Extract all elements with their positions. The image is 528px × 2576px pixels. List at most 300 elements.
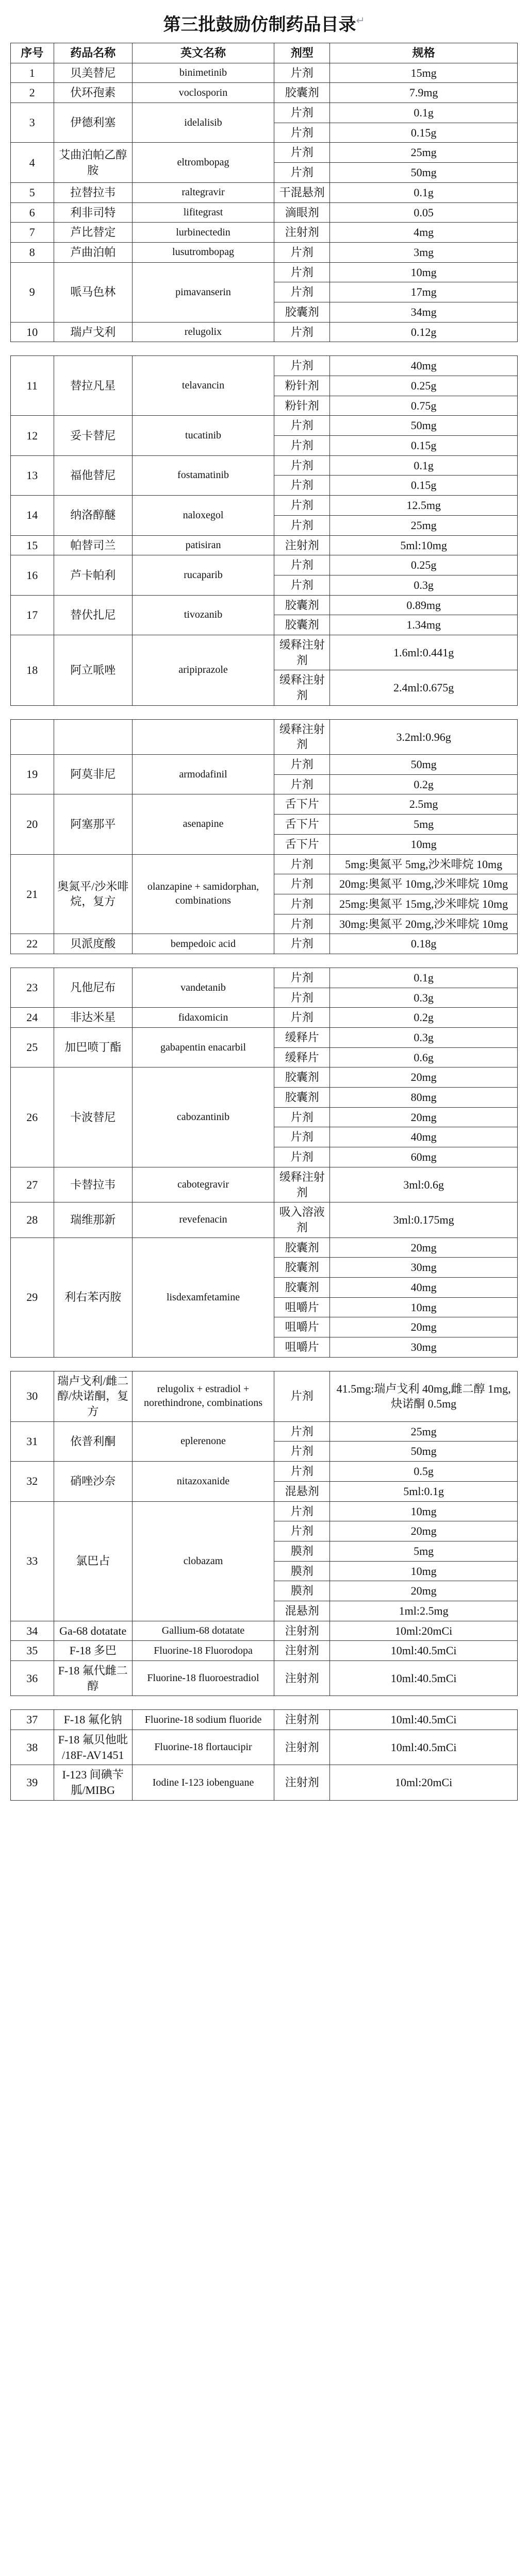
english-name-cell: pimavanserin: [132, 262, 274, 322]
dosage-form-cell: 片剂: [274, 1421, 330, 1442]
serial-number-cell: 5: [11, 182, 54, 202]
dosage-form-cell: 片剂: [274, 988, 330, 1008]
specification-cell: 4mg: [330, 223, 518, 243]
dosage-form-cell: 片剂: [274, 1462, 330, 1482]
dosage-form-cell: 吸入溶液剂: [274, 1202, 330, 1238]
specification-cell: 0.05: [330, 202, 518, 223]
serial-number-cell: 35: [11, 1641, 54, 1661]
specification-cell: 10mg: [330, 834, 518, 854]
drug-name-cell: 伏环孢素: [54, 83, 132, 103]
serial-number-cell: 22: [11, 934, 54, 954]
specification-cell: 50mg: [330, 1442, 518, 1462]
dosage-form-cell: 片剂: [274, 143, 330, 163]
table-row: [11, 934, 518, 954]
serial-number-cell: 18: [11, 635, 54, 705]
drug-name-cell: 瑞卢戈利/雌二醇/炔诺酮，复方: [54, 1371, 132, 1421]
document-title: [10, 10, 518, 36]
specification-cell: 0.25g: [330, 555, 518, 575]
drug-name-cell: 利右苯丙胺: [54, 1238, 132, 1357]
specification-cell: 7.9mg: [330, 83, 518, 103]
dosage-form-cell: 片剂: [274, 356, 330, 376]
dosage-form-cell: 舌下片: [274, 834, 330, 854]
specification-cell: 15mg: [330, 63, 518, 83]
drug-name-cell: 阿莫非尼: [54, 755, 132, 794]
english-name-cell: tivozanib: [132, 595, 274, 635]
english-name-cell: lifitegrast: [132, 202, 274, 223]
specification-cell: 0.89mg: [330, 595, 518, 615]
dosage-form-cell: 片剂: [274, 755, 330, 775]
specification-cell: 80mg: [330, 1088, 518, 1108]
table-body: [11, 63, 518, 1800]
table-row: [11, 416, 518, 436]
drug-name-cell: F-18 多巴: [54, 1641, 132, 1661]
drug-name-cell: 卡替拉韦: [54, 1167, 132, 1202]
table-row: [11, 1421, 518, 1442]
dosage-form-cell: 缓释注射剂: [274, 670, 330, 705]
document-page: [10, 0, 518, 1816]
drug-name-cell: 妥卡替尼: [54, 416, 132, 455]
serial-number-cell: 3: [11, 103, 54, 143]
english-name-cell: fostamatinib: [132, 455, 274, 495]
page-break-gap: [11, 1696, 518, 1710]
serial-number-cell: 16: [11, 555, 54, 595]
dosage-form-cell: 咀嚼片: [274, 1317, 330, 1337]
drug-name-cell: 瑞卢戈利: [54, 322, 132, 342]
dosage-form-cell: 片剂: [274, 1107, 330, 1127]
table-row: [11, 356, 518, 376]
dosage-form-cell: 片剂: [274, 416, 330, 436]
page-break-gap: [11, 954, 518, 968]
drug-catalog-table: [10, 43, 518, 1801]
serial-number-cell: 6: [11, 202, 54, 223]
specification-cell: 5mg: [330, 1541, 518, 1561]
serial-number-cell: 7: [11, 223, 54, 243]
specification-cell: 25mg: [330, 1421, 518, 1442]
specification-cell: 0.15g: [330, 476, 518, 496]
serial-number-cell: 13: [11, 455, 54, 495]
drug-name-cell: 帕替司兰: [54, 535, 132, 555]
specification-cell: 10ml:40.5mCi: [330, 1730, 518, 1765]
dosage-form-cell: 混悬剂: [274, 1481, 330, 1501]
table-row: [11, 182, 518, 202]
english-name-cell: cabotegravir: [132, 1167, 274, 1202]
dosage-form-cell: 片剂: [274, 934, 330, 954]
drug-name-cell: 阿塞那平: [54, 794, 132, 854]
specification-cell: 0.25g: [330, 376, 518, 396]
specification-cell: 30mg: [330, 1258, 518, 1278]
dosage-form-cell: 缓释片: [274, 1028, 330, 1048]
serial-number-cell: 15: [11, 535, 54, 555]
serial-number-cell: 38: [11, 1730, 54, 1765]
dosage-form-cell: 注射剂: [274, 1730, 330, 1765]
english-name-cell: gabapentin enacarbil: [132, 1028, 274, 1067]
dosage-form-cell: 片剂: [274, 63, 330, 83]
specification-cell: 0.5g: [330, 1462, 518, 1482]
dosage-form-cell: 片剂: [274, 515, 330, 535]
dosage-form-cell: 片剂: [274, 476, 330, 496]
english-name-cell: olanzapine + samidorphan, combinations: [132, 854, 274, 934]
specification-cell: 1ml:2.5mg: [330, 1601, 518, 1621]
dosage-form-cell: 片剂: [274, 1501, 330, 1521]
english-name-cell: telavancin: [132, 356, 274, 416]
dosage-form-cell: 滴眼剂: [274, 202, 330, 223]
english-name-cell: lusutrombopag: [132, 242, 274, 262]
english-name-cell: eltrombopag: [132, 143, 274, 182]
specification-cell: 10mg: [330, 262, 518, 282]
dosage-form-cell: 片剂: [274, 262, 330, 282]
serial-number-cell: 2: [11, 83, 54, 103]
drug-name-cell: 芦比替定: [54, 223, 132, 243]
table-row: [11, 595, 518, 615]
specification-cell: 0.3g: [330, 988, 518, 1008]
table-row: [11, 455, 518, 476]
specification-cell: 10ml:40.5mCi: [330, 1641, 518, 1661]
drug-name-cell: 纳洛醇醚: [54, 496, 132, 535]
dosage-form-cell: 片剂: [274, 555, 330, 575]
english-name-cell: rucaparib: [132, 555, 274, 595]
specification-cell: 25mg: [330, 515, 518, 535]
specification-cell: 0.75g: [330, 396, 518, 416]
drug-name-cell: 替伏扎尼: [54, 595, 132, 635]
dosage-form-cell: 缓释注射剂: [274, 719, 330, 754]
table-row: [11, 1765, 518, 1800]
dosage-form-cell: 咀嚼片: [274, 1297, 330, 1317]
english-name-cell: lurbinectedin: [132, 223, 274, 243]
specification-cell: 0.3g: [330, 1028, 518, 1048]
dosage-form-cell: 片剂: [274, 914, 330, 934]
dosage-form-cell: 胶囊剂: [274, 1067, 330, 1088]
english-name-cell: naloxegol: [132, 496, 274, 535]
serial-number-cell: 14: [11, 496, 54, 535]
specification-cell: 20mg: [330, 1067, 518, 1088]
table-row: [11, 83, 518, 103]
english-name-cell: armodafinil: [132, 755, 274, 794]
english-name-cell: nitazoxanide: [132, 1462, 274, 1501]
specification-cell: 0.15g: [330, 123, 518, 143]
specification-cell: 1.34mg: [330, 615, 518, 635]
dosage-form-cell: 片剂: [274, 1371, 330, 1421]
specification-cell: 10ml:40.5mCi: [330, 1661, 518, 1696]
drug-name-cell: 凡他尼布: [54, 968, 132, 1007]
table-row: [11, 202, 518, 223]
drug-name-cell: 艾曲泊帕乙醇胺: [54, 143, 132, 182]
table-row: [11, 1008, 518, 1028]
specification-cell: 10ml:40.5mCi: [330, 1710, 518, 1730]
specification-cell: 10ml:20mCi: [330, 1621, 518, 1641]
dosage-form-cell: 片剂: [274, 322, 330, 342]
dosage-form-cell: 片剂: [274, 242, 330, 262]
drug-name-cell: 替拉凡星: [54, 356, 132, 416]
serial-number-cell: 37: [11, 1710, 54, 1730]
header-cell: 英文名称: [132, 43, 274, 63]
specification-cell: 10mg: [330, 1501, 518, 1521]
header-cell: 药品名称: [54, 43, 132, 63]
serial-number-cell: 10: [11, 322, 54, 342]
specification-cell: 60mg: [330, 1147, 518, 1167]
dosage-form-cell: 胶囊剂: [274, 302, 330, 322]
drug-name-cell: 哌马色林: [54, 262, 132, 322]
specification-cell: 5ml:10mg: [330, 535, 518, 555]
serial-number-cell: 8: [11, 242, 54, 262]
specification-cell: 20mg: [330, 1317, 518, 1337]
serial-number-cell: 31: [11, 1421, 54, 1461]
drug-name-cell: 阿立哌唑: [54, 635, 132, 705]
specification-cell: 5mg: [330, 815, 518, 835]
serial-number-cell: 39: [11, 1765, 54, 1800]
dosage-form-cell: 注射剂: [274, 223, 330, 243]
serial-number-cell: 34: [11, 1621, 54, 1641]
specification-cell: 30mg:奥氮平 20mg,沙米啡烷 10mg: [330, 914, 518, 934]
table-row: [11, 143, 518, 163]
drug-name-cell: 利非司特: [54, 202, 132, 223]
dosage-form-cell: 片剂: [274, 123, 330, 143]
specification-cell: 20mg: [330, 1238, 518, 1258]
english-name-cell: aripiprazole: [132, 635, 274, 705]
paragraph-mark: ↵: [356, 15, 365, 27]
table-row: [11, 262, 518, 282]
table-row: [11, 794, 518, 815]
table-row: [11, 1621, 518, 1641]
dosage-form-cell: 膜剂: [274, 1541, 330, 1561]
drug-name-cell: 卡波替尼: [54, 1067, 132, 1167]
dosage-form-cell: 胶囊剂: [274, 595, 330, 615]
dosage-form-cell: 缓释注射剂: [274, 1167, 330, 1202]
specification-cell: 1.6ml:0.441g: [330, 635, 518, 670]
drug-name-cell: 芦卡帕利: [54, 555, 132, 595]
drug-name-cell: 贝派度酸: [54, 934, 132, 954]
serial-number-cell: 12: [11, 416, 54, 455]
drug-name-cell: I-123 间碘苄胍/MIBG: [54, 1765, 132, 1800]
serial-number-cell: 26: [11, 1067, 54, 1167]
specification-cell: 0.1g: [330, 103, 518, 123]
specification-cell: 20mg: [330, 1107, 518, 1127]
dosage-form-cell: 粉针剂: [274, 376, 330, 396]
table-row: [11, 535, 518, 555]
specification-cell: 0.6g: [330, 1047, 518, 1067]
specification-cell: 34mg: [330, 302, 518, 322]
english-name-cell: binimetinib: [132, 63, 274, 83]
dosage-form-cell: 膜剂: [274, 1581, 330, 1601]
dosage-form-cell: 舌下片: [274, 815, 330, 835]
table-row: [11, 1371, 518, 1421]
serial-number-cell: 19: [11, 755, 54, 794]
header-cell: 剂型: [274, 43, 330, 63]
dosage-form-cell: 胶囊剂: [274, 615, 330, 635]
serial-number-cell: 25: [11, 1028, 54, 1067]
serial-number-cell: 21: [11, 854, 54, 934]
drug-name-cell: 贝美替尼: [54, 63, 132, 83]
serial-number-cell: 36: [11, 1661, 54, 1696]
dosage-form-cell: 片剂: [274, 163, 330, 183]
dosage-form-cell: 注射剂: [274, 1641, 330, 1661]
dosage-form-cell: 片剂: [274, 894, 330, 914]
dosage-form-cell: 胶囊剂: [274, 1088, 330, 1108]
english-name-cell: voclosporin: [132, 83, 274, 103]
table-row: [11, 223, 518, 243]
english-name-cell: Fluorine-18 Fluorodopa: [132, 1641, 274, 1661]
dosage-form-cell: 片剂: [274, 103, 330, 123]
dosage-form-cell: 片剂: [274, 282, 330, 302]
table-row: [11, 555, 518, 575]
dosage-form-cell: 注射剂: [274, 1621, 330, 1641]
english-name-cell: bempedoic acid: [132, 934, 274, 954]
drug-name-cell: F-18 氟贝他吡 /18F-AV1451: [54, 1730, 132, 1765]
drug-name-cell: 氯巴占: [54, 1501, 132, 1621]
drug-name-cell: 依普利酮: [54, 1421, 132, 1461]
dosage-form-cell: 胶囊剂: [274, 1258, 330, 1278]
dosage-form-cell: 缓释片: [274, 1047, 330, 1067]
specification-cell: 0.2g: [330, 1008, 518, 1028]
dosage-form-cell: 片剂: [274, 1127, 330, 1147]
drug-name-cell: 拉替拉韦: [54, 182, 132, 202]
english-name-cell: raltegravir: [132, 182, 274, 202]
dosage-form-cell: 混悬剂: [274, 1601, 330, 1621]
specification-cell: 5mg:奥氮平 5mg,沙米啡烷 10mg: [330, 854, 518, 874]
drug-name-cell: 芦曲泊帕: [54, 242, 132, 262]
specification-cell: 40mg: [330, 356, 518, 376]
page-break-gap: [11, 1357, 518, 1371]
english-name-cell: Fluorine-18 fluoroestradiol: [132, 1661, 274, 1696]
serial-number-cell: 30: [11, 1371, 54, 1421]
specification-cell: 2.4ml:0.675g: [330, 670, 518, 705]
english-name-cell: patisiran: [132, 535, 274, 555]
english-name-cell: relugolix: [132, 322, 274, 342]
specification-cell: 40mg: [330, 1277, 518, 1297]
serial-number-cell: 32: [11, 1462, 54, 1501]
english-name-cell: clobazam: [132, 1501, 274, 1621]
specification-cell: 3mg: [330, 242, 518, 262]
dosage-form-cell: 注射剂: [274, 1765, 330, 1800]
drug-name-cell: [54, 719, 132, 754]
english-name-cell: cabozantinib: [132, 1067, 274, 1167]
specification-cell: 50mg: [330, 416, 518, 436]
table-row: [11, 635, 518, 670]
serial-number-cell: 20: [11, 794, 54, 854]
dosage-form-cell: 片剂: [274, 575, 330, 595]
specification-cell: 30mg: [330, 1337, 518, 1358]
drug-name-cell: 加巴喷丁酯: [54, 1028, 132, 1067]
specification-cell: 3.2ml:0.96g: [330, 719, 518, 754]
table-row: [11, 322, 518, 342]
drug-name-cell: Ga-68 dotatate: [54, 1621, 132, 1641]
serial-number-cell: 33: [11, 1501, 54, 1621]
dosage-form-cell: 胶囊剂: [274, 1277, 330, 1297]
specification-cell: 25mg: [330, 143, 518, 163]
table-row: [11, 755, 518, 775]
serial-number-cell: 1: [11, 63, 54, 83]
specification-cell: 2.5mg: [330, 794, 518, 815]
english-name-cell: lisdexamfetamine: [132, 1238, 274, 1357]
specification-cell: 10mg: [330, 1297, 518, 1317]
dosage-form-cell: 干混悬剂: [274, 182, 330, 202]
dosage-form-cell: 片剂: [274, 968, 330, 988]
dosage-form-cell: 片剂: [274, 455, 330, 476]
dosage-form-cell: 缓释注射剂: [274, 635, 330, 670]
dosage-form-cell: 片剂: [274, 1147, 330, 1167]
specification-cell: 40mg: [330, 1127, 518, 1147]
table-row: [11, 719, 518, 754]
dosage-form-cell: 片剂: [274, 1008, 330, 1028]
specification-cell: 0.1g: [330, 455, 518, 476]
header-cell: 规格: [330, 43, 518, 63]
dosage-form-cell: 片剂: [274, 1442, 330, 1462]
english-name-cell: vandetanib: [132, 968, 274, 1007]
serial-number-cell: 9: [11, 262, 54, 322]
table-row: [11, 1167, 518, 1202]
dosage-form-cell: 片剂: [274, 874, 330, 894]
page-break-gap: [11, 342, 518, 356]
specification-cell: 0.2g: [330, 774, 518, 794]
specification-cell: 10ml:20mCi: [330, 1765, 518, 1800]
specification-cell: 0.1g: [330, 968, 518, 988]
drug-name-cell: 伊德利塞: [54, 103, 132, 143]
specification-cell: 0.18g: [330, 934, 518, 954]
dosage-form-cell: 片剂: [274, 496, 330, 516]
dosage-form-cell: 膜剂: [274, 1561, 330, 1581]
table-row: [11, 1501, 518, 1521]
table-row: [11, 103, 518, 123]
english-name-cell: Fluorine-18 sodium fluoride: [132, 1710, 274, 1730]
serial-number-cell: 17: [11, 595, 54, 635]
table-row: [11, 1641, 518, 1661]
table-row: [11, 63, 518, 83]
specification-cell: 20mg: [330, 1521, 518, 1541]
page-break-gap: [11, 705, 518, 719]
serial-number-cell: 29: [11, 1238, 54, 1357]
dosage-form-cell: 胶囊剂: [274, 1238, 330, 1258]
specification-cell: 12.5mg: [330, 496, 518, 516]
table-row: [11, 1730, 518, 1765]
serial-number-cell: [11, 719, 54, 754]
dosage-form-cell: 片剂: [274, 436, 330, 456]
title-text: 第三批鼓励仿制药品目录: [163, 15, 356, 35]
specification-cell: 0.1g: [330, 182, 518, 202]
drug-name-cell: 非达米星: [54, 1008, 132, 1028]
dosage-form-cell: 片剂: [274, 854, 330, 874]
english-name-cell: Iodine I-123 iobenguane: [132, 1765, 274, 1800]
serial-number-cell: 4: [11, 143, 54, 182]
specification-cell: 0.3g: [330, 575, 518, 595]
drug-name-cell: 奥氮平/沙米啡烷，复方: [54, 854, 132, 934]
table-row: [11, 1462, 518, 1482]
specification-cell: 5ml:0.1g: [330, 1481, 518, 1501]
table-row: [11, 1028, 518, 1048]
dosage-form-cell: 注射剂: [274, 1710, 330, 1730]
specification-cell: 20mg: [330, 1581, 518, 1601]
table-row: [11, 1710, 518, 1730]
serial-number-cell: 11: [11, 356, 54, 416]
table-header-row: [11, 43, 518, 63]
english-name-cell: [132, 719, 274, 754]
dosage-form-cell: 片剂: [274, 1521, 330, 1541]
table-row: [11, 242, 518, 262]
drug-name-cell: F-18 氟化钠: [54, 1710, 132, 1730]
table-row: [11, 1202, 518, 1238]
table-row: [11, 496, 518, 516]
english-name-cell: asenapine: [132, 794, 274, 854]
serial-number-cell: 28: [11, 1202, 54, 1238]
specification-cell: 3ml:0.6g: [330, 1167, 518, 1202]
english-name-cell: idelalisib: [132, 103, 274, 143]
english-name-cell: fidaxomicin: [132, 1008, 274, 1028]
serial-number-cell: 27: [11, 1167, 54, 1202]
header-cell: 序号: [11, 43, 54, 63]
drug-name-cell: 福他替尼: [54, 455, 132, 495]
dosage-form-cell: 舌下片: [274, 794, 330, 815]
specification-cell: 50mg: [330, 163, 518, 183]
drug-name-cell: 硝唑沙奈: [54, 1462, 132, 1501]
table-row: [11, 1238, 518, 1258]
